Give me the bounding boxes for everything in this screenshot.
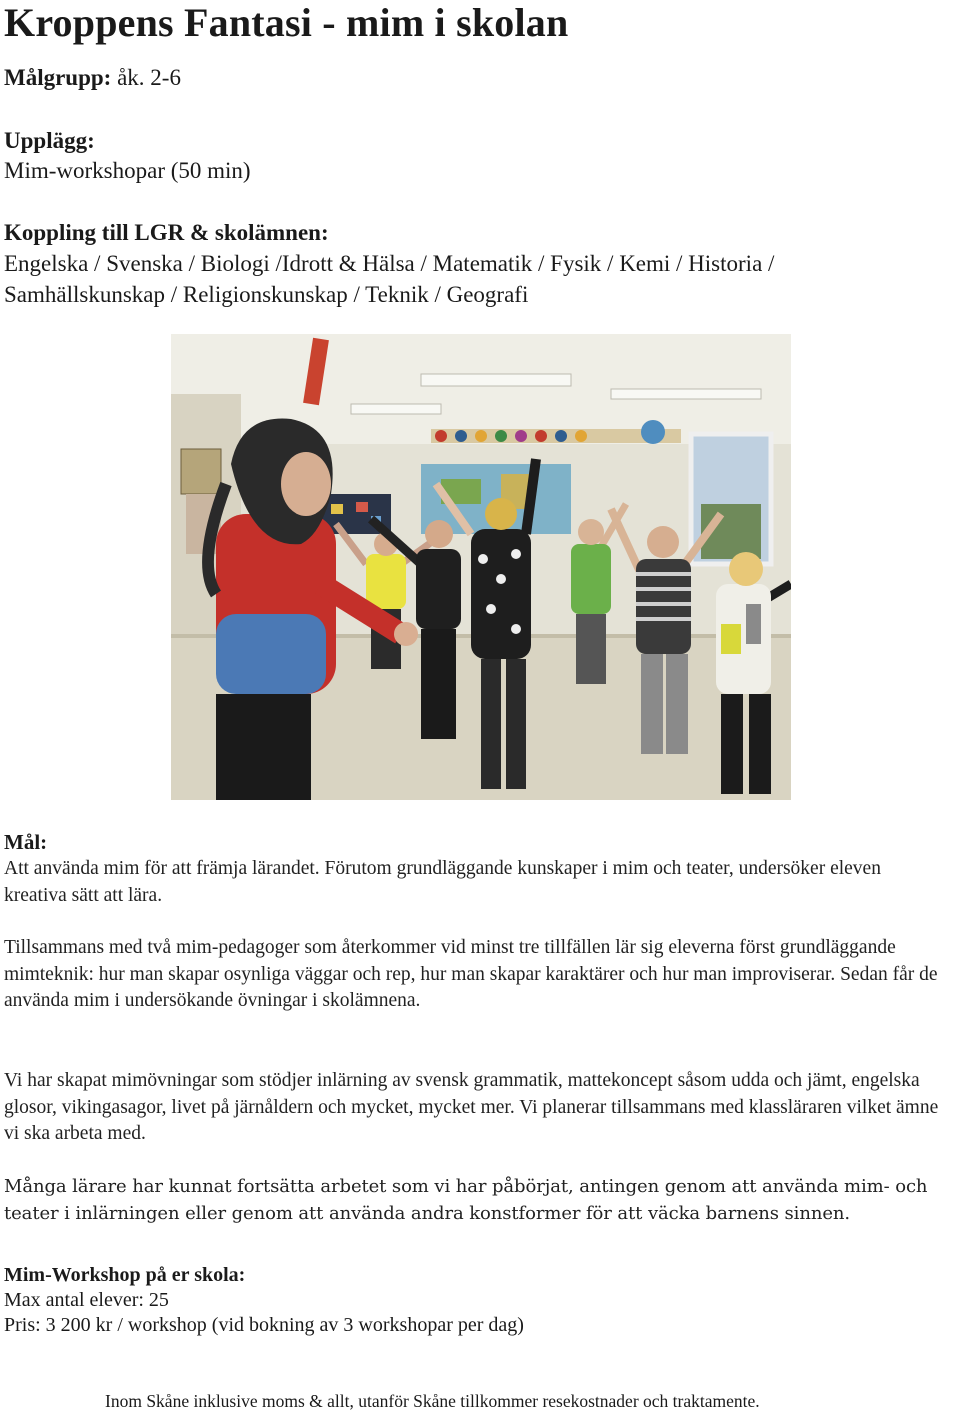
target-value: åk. 2-6 (117, 65, 181, 90)
curriculum-line-1: Engelska / Svenska / Biologi /Idrott & Hälsa / Matematik / Fysik / Kemi / Historia / (4, 251, 775, 276)
workshop-max-students: Max antal elever: 25 (4, 1289, 169, 1311)
footer-note: Inom Skåne inklusive moms & allt, utanför Skåne tillkommer resekostnader och traktamente. (105, 1391, 760, 1411)
format-value: Mim-workshopar (50 min) (4, 158, 251, 183)
goal-label: Mål: (4, 830, 48, 854)
curriculum-label: Koppling till LGR & skolämnen: (4, 220, 329, 245)
paragraph-2: Vi har skapat mimövningar som stödjer inlärning av svensk grammatik, mattekoncept såsom udda och jämt, engelska glosor, vikingasagor, livet på järnåldern och mycket, mycket mer. Vi planerar tillsammans med klassläraren vilket ämne vi ska arbeta med. (4, 1070, 939, 1145)
workshop-label: Mim-Workshop på er skola: (4, 1264, 246, 1286)
format-label: Upplägg: (4, 128, 95, 153)
target-group (4, 63, 181, 93)
curriculum-line-2: Samhällskunskap / Religionskunskap / Teknik / Geografi (4, 282, 529, 307)
paragraph-3: Många lärare har kunnat fortsätta arbetet som vi har påbörjat, antingen genom att använda mim- och teater i inlärningen eller genom att använda andra konstformer för att väcka barnens sinnen. (4, 1176, 928, 1224)
target-label: Målgrupp: (4, 65, 112, 90)
paragraph-1: Tillsammans med två mim-pedagoger som återkommer vid minst tre tillfällen lär sig eleverna först grundläggande mimteknik: hur man skapar osynliga väggar och rep, hur man skapar karaktärer och hur man improviserar. Sedan får de använda mim i undersökande övningar i skolämnena. (4, 937, 938, 1012)
workshop-price: Pris: 3 200 kr / workshop (vid bokning av 3 workshopar per dag) (4, 1314, 524, 1336)
page-title: Kroppens Fantasi - mim i skolan (4, 0, 569, 45)
classroom-photo (171, 334, 791, 800)
goal-text: Att använda mim för att främja lärandet. Förutom grundläggande kunskaper i mim och teater, undersöker eleven kreativa sätt att lära. (4, 858, 881, 906)
